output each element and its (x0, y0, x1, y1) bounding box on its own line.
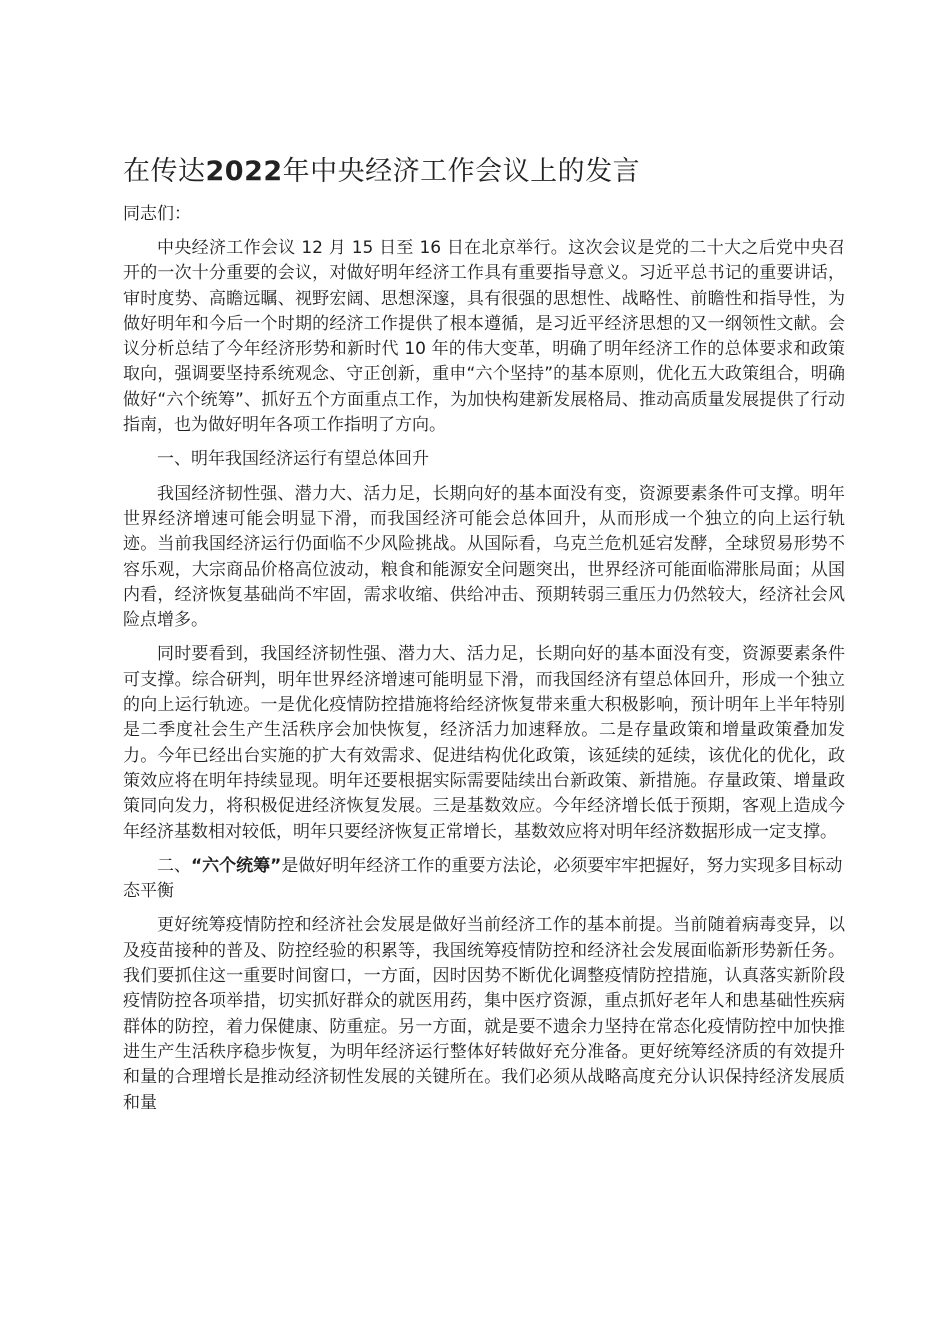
title-year: 2022 (205, 156, 283, 187)
section2-heading-prefix: 二、 (157, 855, 191, 876)
section2-heading-quote: “六个统筹” (191, 855, 282, 876)
section2-heading (123, 854, 845, 905)
document-page (123, 150, 845, 1125)
section2-paragraph-1: 更好统筹疫情防控和经济社会发展是做好当前经济工作的基本前提。当前随着病毒变异，以及疫苗接种的普及、防控经验的积累等，我国统筹疫情防控和经济社会发展面临新形势新任务。我们要抓住这一重要时间窗口，一方面，因时因势不断优化调整疫情防控措施，认真落实新阶段疫情防控各项举措，切实抓好群众的就医用药，集中医疗资源，重点抓好老年人和患基础性疾病群体的防控，着力保健康、防重症。另一方面，就是要不遗余力坚持在常态化疫情防控中加快推进生产生活秩序稳步恢复，为明年经济运行整体好转做好充分准备。更好统筹经济质的有效提升和量的合理增长是推动经济韧性发展的关键所在。我们必须从战略高度充分认识保持经济发展质和量 (123, 915, 845, 1113)
title-prefix: 在传达 (123, 156, 206, 187)
section1-heading: 一、明年我国经济运行有望总体回升 (157, 449, 429, 470)
section2-heading-rest: 是做好明年经济工作的重要方法论，必须要牢牢把握好，努力实现多目标动态平衡 (123, 855, 843, 902)
section1-paragraph-1: 我国经济韧性强、潜力大、活力足，长期向好的基本面没有变，资源要素条件可支撑。明年世界经济增速可能会明显下滑，而我国经济可能会总体回升，从而形成一个独立的向上运行轨迹。当前我国经济运行仍面临不少风险挑战。从国际看，乌克兰危机延宕发酵，全球贸易形势不容乐观，大宗商品价格高位波动，粮食和能源安全问题突出，世界经济可能面临滞胀局面；从国内看，经济恢复基础尚不牢固，需求收缩、供给冲击、预期转弱三重压力仍然较大，经济社会风险点增多。 (123, 483, 845, 631)
section1-paragraph-2: 同时要看到，我国经济韧性强、潜力大、活力足，长期向好的基本面没有变，资源要素条件可支撑。综合研判，明年世界经济增速可能明显下滑，而我国经济有望总体回升，形成一个独立的向上运行轨迹。一是优化疫情防控措施将给经济恢复带来重大积极影响，预计明年上半年特别是二季度社会生产生活秩序会加快恢复，经济活力加速释放。二是存量政策和增量政策叠加发力。今年已经出台实施的扩大有效需求、促进结构优化政策，该延续的延续，该优化的优化，政策效应将在明年持续显现。明年还要根据实际需要陆续出台新政策、新措施。存量政策、增量政策同向发力，将积极促进经济恢复发展。三是基数效应。今年经济增长低于预期，客观上造成今年经济基数相对较低，明年只要经济恢复正常增长，基数效应将对明年经济数据形成一定支撑。 (123, 644, 845, 842)
document-title (123, 150, 845, 194)
title-suffix: 年中央经济工作会议上的发言 (282, 156, 641, 187)
salutation: 同志们： (123, 204, 191, 224)
intro-paragraph: 中央经济工作会议 12 月 15 日至 16 日在北京举行。这次会议是党的二十大之后党中央召开的一次十分重要的会议，对做好明年经济工作具有重要指导意义。习近平总书记的重要讲话，审时度势、高瞻远瞩、视野宏阔、思想深邃，具有很强的思想性、战略性、前瞻性和指导性，为做好明年和今后一个时期的经济工作提供了根本遵循，是习近平经济思想的又一纲领性文献。会议分析总结了今年经济形势和新时代 10 年的伟大变革，明确了明年经济工作的总体要求和政策取向，强调要坚持系统观念、守正创新，重申“六个坚持”的基本原则，优化五大政策组合，明确做好“六个统筹”、抓好五个方面重点工作，为加快构建新发展格局、推动高质量发展提供了行动指南，也为做好明年各项工作指明了方向。 (123, 238, 845, 436)
